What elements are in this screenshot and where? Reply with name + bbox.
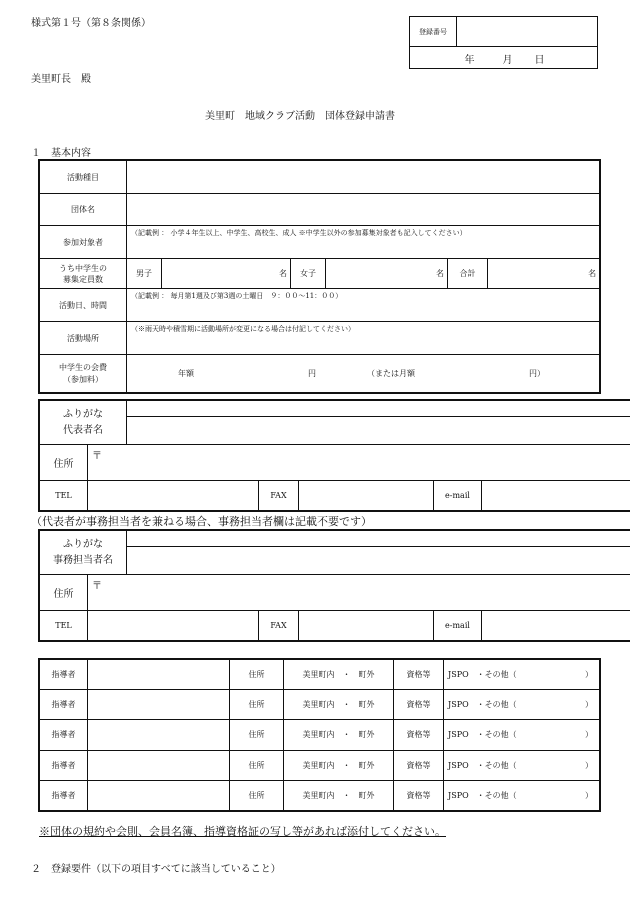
instructor-row <box>40 660 600 690</box>
instructor-label: 指導者 <box>40 660 88 690</box>
admin-address-field[interactable] <box>88 575 630 611</box>
instructor-area-options[interactable]: 美里町内 ・ 町外 <box>284 750 394 780</box>
total-count-field[interactable]: 名 <box>488 259 600 289</box>
target-label: 参加対象者 <box>40 226 127 259</box>
qualification-options: JSPO ・その他（ <box>448 790 517 800</box>
rep-furigana-field[interactable] <box>127 401 630 417</box>
instructor-name-field[interactable] <box>88 750 230 780</box>
male-count-field[interactable]: 名 <box>162 259 291 289</box>
rep-email-field[interactable] <box>482 481 630 511</box>
instructor-address-label: 住所 <box>230 750 284 780</box>
instructor-row <box>40 690 600 720</box>
instructor-row <box>40 720 600 750</box>
instructor-name-field[interactable] <box>88 690 230 720</box>
instructor-name-field[interactable] <box>88 780 230 810</box>
admin-email-label: e-mail <box>434 611 482 641</box>
admin-fax-field[interactable] <box>299 611 434 641</box>
quota-label: うち中学生の 募集定員数 <box>40 259 127 289</box>
schedule-field[interactable] <box>127 289 600 322</box>
fee-field[interactable] <box>127 355 600 393</box>
female-count-field[interactable]: 名 <box>326 259 448 289</box>
admin-email-field[interactable] <box>482 611 630 641</box>
form-number: 様式第１号（第８条関係） <box>31 18 151 29</box>
admin-fax-label: FAX <box>259 611 299 641</box>
admin-name-field[interactable] <box>127 547 630 575</box>
addressee: 美里町長 殿 <box>31 74 91 85</box>
place-note: （※雨天時や積雪期に活動場所が変更になる場合は付記してください） <box>131 325 355 333</box>
section-2-heading: ２ 登録要件（以下の項目すべてに該当していること） <box>31 864 281 875</box>
instructor-qualification-label: 資格等 <box>394 750 444 780</box>
instructor-qualification-field[interactable] <box>444 780 600 810</box>
qualification-close-paren: ） <box>585 760 593 770</box>
instructor-qualification-label: 資格等 <box>394 780 444 810</box>
instructor-area-options[interactable]: 美里町内 ・ 町外 <box>284 720 394 750</box>
admin-address-label: 住所 <box>40 575 88 611</box>
qualification-options: JSPO ・その他（ <box>448 670 517 680</box>
instructor-address-label: 住所 <box>230 660 284 690</box>
target-note: （記載例 ： 小学４年生以上、中学生、高校生、成人 ※中学生以外の参加募集対象者も記入してください） <box>131 229 467 237</box>
total-label: 合計 <box>448 259 488 289</box>
instructor-label: 指導者 <box>40 690 88 720</box>
fee-label: 中学生の会費 （参加料） <box>40 355 127 393</box>
admin-table <box>39 530 630 641</box>
basic-info-table <box>39 160 600 393</box>
rep-address-field[interactable] <box>88 445 630 481</box>
instructor-qualification-field[interactable] <box>444 720 600 750</box>
instructor-row <box>40 750 600 780</box>
rep-fax-field[interactable] <box>299 481 434 511</box>
group-name-label: 団体名 <box>40 194 127 226</box>
attachment-note: ※団体の規約や会則、会員名簿、指導資格証の写し等があれば添付してください。 <box>39 825 446 838</box>
instructor-name-field[interactable] <box>88 720 230 750</box>
qualification-close-paren: ） <box>585 700 593 710</box>
admin-name-label: ふりがな 事務担当者名 <box>40 531 127 575</box>
rep-tel-field[interactable] <box>88 481 259 511</box>
qualification-close-paren: ） <box>585 730 593 740</box>
qualification-options: JSPO ・その他（ <box>448 700 517 710</box>
rep-email-label: e-mail <box>434 481 482 511</box>
fee-annual-label: 年額 <box>178 369 194 378</box>
instructor-row <box>40 780 600 810</box>
qualification-options: JSPO ・その他（ <box>448 760 517 770</box>
instructor-qualification-label: 資格等 <box>394 690 444 720</box>
male-label: 男子 <box>127 259 162 289</box>
rep-note: （代表者が事務担当者を兼ねる場合、事務担当者欄は記載不要です） <box>31 515 372 528</box>
page-title: 美里町 地域クラブ活動 団体登録申請書 <box>205 111 395 122</box>
instructor-address-label: 住所 <box>230 720 284 750</box>
place-field[interactable] <box>127 322 600 355</box>
rep-tel-label: TEL <box>40 481 88 511</box>
instructor-name-field[interactable] <box>88 660 230 690</box>
instructor-address-label: 住所 <box>230 780 284 810</box>
qualification-options: JSPO ・その他（ <box>448 730 517 740</box>
instructor-label: 指導者 <box>40 780 88 810</box>
section-1-heading: １ 基本内容 <box>31 148 91 159</box>
fee-yen-close: 円） <box>529 369 545 378</box>
fee-monthly-label: （または月額 <box>367 369 415 378</box>
postal-mark: 〒 <box>92 451 102 462</box>
instructor-area-options[interactable]: 美里町内 ・ 町外 <box>284 780 394 810</box>
registration-number-label: 登録番号 <box>410 17 457 47</box>
instructor-qualification-field[interactable] <box>444 690 600 720</box>
place-label: 活動場所 <box>40 322 127 355</box>
group-name-field[interactable] <box>127 194 600 226</box>
instructor-qualification-label: 資格等 <box>394 720 444 750</box>
rep-address-label: 住所 <box>40 445 88 481</box>
instructor-area-options[interactable]: 美里町内 ・ 町外 <box>284 690 394 720</box>
registration-date[interactable]: 年 月 日 <box>410 47 598 69</box>
qualification-close-paren: ） <box>585 790 593 800</box>
instructor-label: 指導者 <box>40 720 88 750</box>
instructor-qualification-field[interactable] <box>444 750 600 780</box>
fee-yen: 円 <box>308 369 316 378</box>
instructor-label: 指導者 <box>40 750 88 780</box>
registration-number-field[interactable] <box>457 17 598 47</box>
schedule-note: （記載例 ： 毎月第1週及び第3週の土曜日 ９：００～11：００） <box>131 292 343 300</box>
instructors-table <box>39 659 600 811</box>
rep-name-label: ふりがな 代表者名 <box>40 401 127 445</box>
rep-name-field[interactable] <box>127 417 630 445</box>
activity-type-field[interactable] <box>127 161 600 194</box>
instructor-qualification-label: 資格等 <box>394 660 444 690</box>
admin-tel-field[interactable] <box>88 611 259 641</box>
target-field[interactable] <box>127 226 600 259</box>
female-label: 女子 <box>291 259 326 289</box>
instructor-qualification-field[interactable] <box>444 660 600 690</box>
registration-box <box>409 16 598 69</box>
representative-table <box>39 400 630 511</box>
qualification-close-paren: ） <box>585 670 593 679</box>
admin-furigana-field[interactable] <box>127 531 630 547</box>
admin-tel-label: TEL <box>40 611 88 641</box>
instructor-area-options[interactable]: 美里町内 ・ 町外 <box>284 660 394 690</box>
schedule-label: 活動日、時間 <box>40 289 127 322</box>
postal-mark: 〒 <box>92 581 102 592</box>
instructor-address-label: 住所 <box>230 690 284 720</box>
activity-type-label: 活動種目 <box>40 161 127 194</box>
rep-fax-label: FAX <box>259 481 299 511</box>
